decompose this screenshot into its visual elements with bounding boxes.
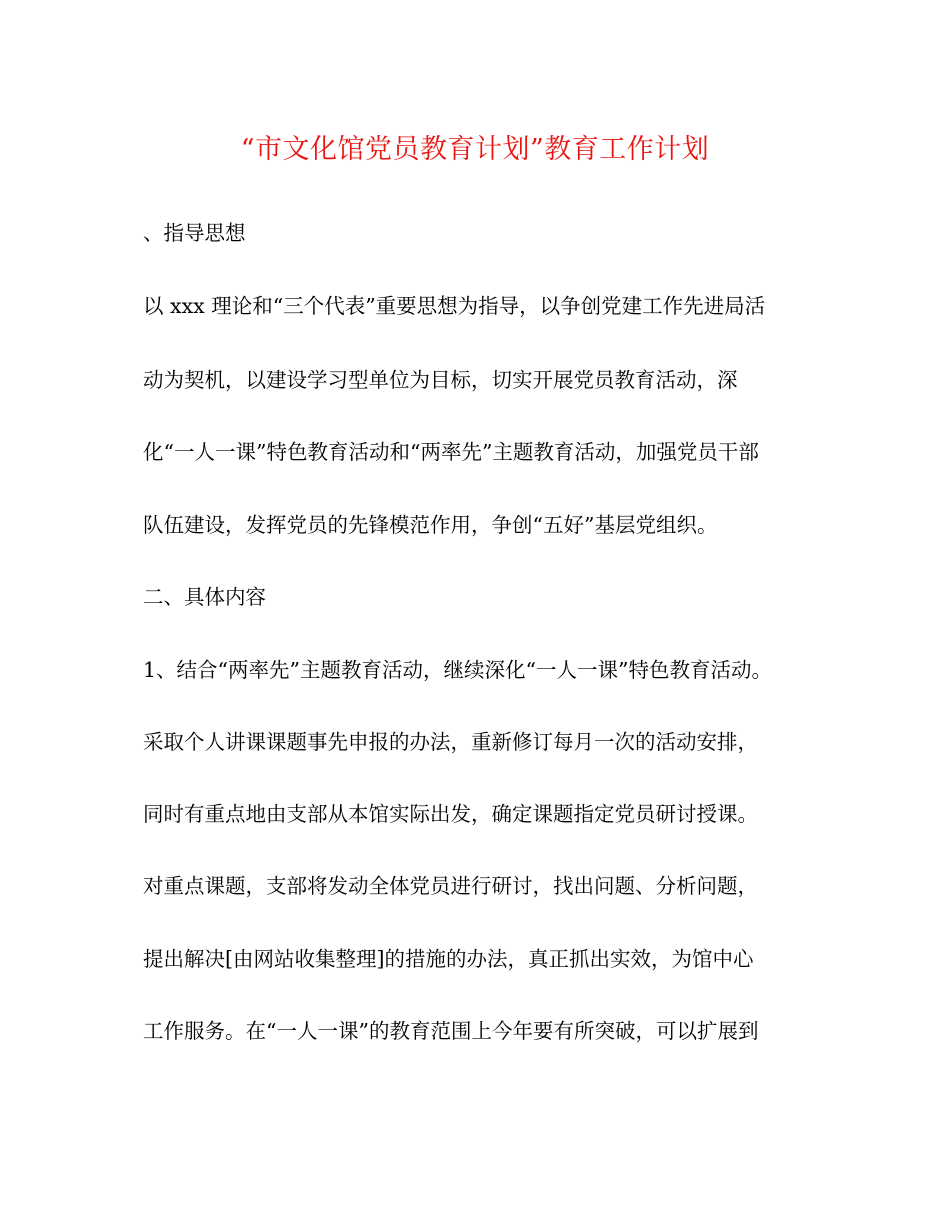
paragraph-line: 队伍建设，发挥党员的先锋模范作用，争创“五好”基层党组织。	[143, 513, 718, 537]
document-title: “市文化馆党员教育计划”教育工作计划	[240, 134, 710, 165]
section-heading-specific-content: 二、具体内容	[143, 585, 266, 609]
section-heading-guiding-ideology: 、指导思想	[143, 221, 246, 245]
paragraph-line: 动为契机，以建设学习型单位为目标，切实开展党员教育活动，深	[143, 368, 738, 392]
paragraph-line: 采取个人讲课课题事先申报的办法，重新修订每月一次的活动安排，	[143, 730, 758, 754]
paragraph-line: 对重点课题，支部将发动全体党员进行研讨，找出问题、分析问题，	[143, 874, 758, 898]
paragraph-line: 以 xxx 理论和“三个代表”重要思想为指导，以争创党建工作先进局活	[143, 294, 766, 318]
paragraph-line: 提出解决[由网站收集整理]的措施的办法，真正抓出实效，为馆中心	[143, 947, 754, 971]
paragraph-line: 同时有重点地由支部从本馆实际出发，确定课题指定党员研讨授课。	[143, 802, 758, 826]
paragraph-line: 1、结合“两率先”主题教育活动，继续深化“一人一课”特色教育活动。	[143, 658, 772, 682]
paragraph-line: 化“一人一课”特色教育活动和“两率先”主题教育活动，加强党员干部	[143, 440, 759, 464]
paragraph-line: 工作服务。在“一人一课”的教育范围上今年要有所突破，可以扩展到	[143, 1019, 759, 1043]
